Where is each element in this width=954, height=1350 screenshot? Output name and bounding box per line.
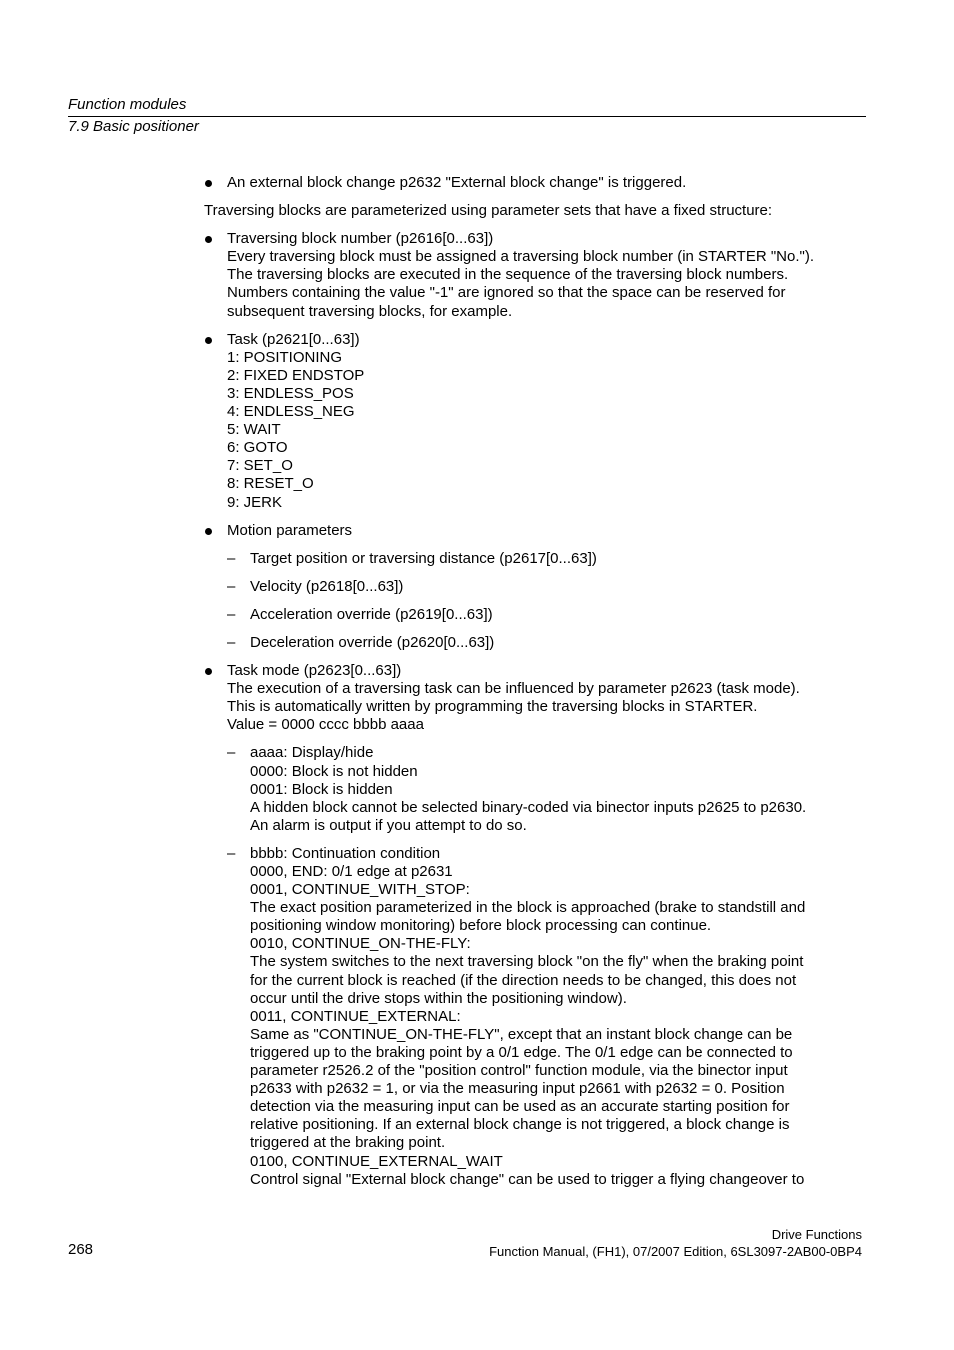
text-line: 9: JERK bbox=[227, 493, 283, 511]
dash-text bbox=[250, 845, 864, 1189]
dash-item-target-position bbox=[204, 550, 864, 568]
page-number: 268 bbox=[68, 1241, 94, 1258]
text-line: 5: WAIT bbox=[227, 421, 281, 439]
dash-item-velocity bbox=[204, 578, 864, 596]
text-line: Task mode (p2623[0...63]) bbox=[227, 662, 402, 680]
text-line: The exact position parameterized in the block is approached (brake to standstill and bbox=[250, 899, 806, 917]
text-line: Motion parameters bbox=[227, 521, 353, 539]
text-line: parameter r2526.2 of the "position control" function module, via the binector input bbox=[250, 1062, 788, 1080]
text-line: Traversing blocks are parameterized using parameter sets that have a fixed structure: bbox=[204, 202, 773, 220]
bullet-dot bbox=[205, 180, 212, 187]
text-line: Task (p2621[0...63]) bbox=[227, 330, 360, 348]
text-line: Same as "CONTINUE_ON-THE-FLY", except that an instant block change can be bbox=[250, 1025, 793, 1043]
text-line: The execution of a traversing task can be influenced by parameter p2623 (task mode). bbox=[227, 680, 800, 698]
dash-text bbox=[250, 744, 864, 834]
text-line: An alarm is output if you attempt to do so. bbox=[250, 816, 527, 834]
bullet-dot bbox=[205, 668, 212, 675]
intro-paragraph bbox=[204, 202, 864, 220]
page-header bbox=[68, 94, 866, 138]
text-line: 2: FIXED ENDSTOP bbox=[227, 366, 365, 384]
text-line: 4: ENDLESS_NEG bbox=[227, 403, 355, 421]
text-line: for the current block is reached (if the direction needs to be changed, this does not bbox=[250, 971, 797, 989]
dash-mark: – bbox=[227, 605, 236, 623]
header-rule bbox=[68, 116, 866, 117]
text-line: 3: ENDLESS_POS bbox=[227, 384, 354, 402]
bullet-motion-parameters bbox=[204, 522, 864, 540]
text-line: 0000, END: 0/1 edge at p2631 bbox=[250, 863, 453, 880]
bullet-external-block-change bbox=[204, 174, 864, 192]
dash-mark: – bbox=[227, 844, 236, 862]
dash-mark: – bbox=[227, 577, 236, 595]
bullet-dot bbox=[205, 337, 212, 344]
text-line: Numbers containing the value "-1" are ignored so that the space can be reserved for bbox=[227, 284, 786, 302]
dash-text bbox=[250, 550, 864, 568]
section-title: 7.9 Basic positioner bbox=[68, 118, 199, 135]
bullet-task bbox=[204, 331, 864, 512]
text-line: The system switches to the next traversing block "on the fly" when the braking point bbox=[250, 953, 804, 971]
bullet-dot bbox=[205, 236, 212, 243]
text-line: Acceleration override (p2619[0...63]) bbox=[250, 605, 493, 623]
dash-text bbox=[250, 606, 864, 624]
dash-mark: – bbox=[227, 744, 236, 762]
bullet-text bbox=[227, 662, 864, 734]
text-line: occur until the drive stops within the positioning window). bbox=[250, 989, 627, 1007]
dash-text bbox=[250, 634, 864, 652]
dash-item-deceleration bbox=[204, 634, 864, 652]
bullet-text bbox=[227, 331, 864, 512]
bullet-text bbox=[227, 522, 864, 540]
text-line: detection via the measuring input can be used as an accurate starting position for bbox=[250, 1098, 790, 1116]
text-line: bbbb: Continuation condition bbox=[250, 844, 441, 862]
page-content bbox=[204, 174, 864, 1199]
text-line: Control signal "External block change" can be used to trigger a flying changeover to bbox=[250, 1170, 805, 1188]
text-line: subsequent traversing blocks, for example. bbox=[227, 302, 513, 320]
text-line: triggered up to the braking point by a 0/1 edge. The 0/1 edge can be connected to bbox=[250, 1043, 793, 1061]
bullet-task-mode bbox=[204, 662, 864, 734]
chapter-title: Function modules bbox=[68, 96, 187, 113]
dash-text bbox=[250, 578, 864, 596]
footer-doc-info: Function Manual, (FH1), 07/2007 Edition, 6SL3097-2AB00-0BP4 bbox=[489, 1244, 862, 1259]
text-line: Velocity (p2618[0...63]) bbox=[250, 577, 404, 595]
bullet-text bbox=[227, 230, 864, 320]
dash-mark: – bbox=[227, 633, 236, 651]
footer-doc-title: Drive Functions bbox=[771, 1227, 862, 1242]
paragraph-text bbox=[204, 202, 864, 220]
dash-item-acceleration bbox=[204, 606, 864, 624]
text-line: An external block change p2632 "External block change" is triggered. bbox=[227, 174, 687, 191]
text-line: 1: POSITIONING bbox=[227, 348, 343, 366]
dash-mark: – bbox=[227, 549, 236, 567]
text-line: 8: RESET_O bbox=[227, 475, 314, 493]
text-line: p2633 with p2632 = 1, or via the measuring input p2661 with p2632 = 0. Position bbox=[250, 1080, 785, 1098]
bullet-dot bbox=[205, 528, 212, 535]
page-footer-info bbox=[489, 1226, 862, 1260]
text-line: A hidden block cannot be selected binary-coded via binector inputs p2625 to p2630. bbox=[250, 798, 807, 816]
text-line: 0011, CONTINUE_EXTERNAL: bbox=[250, 1007, 461, 1025]
text-line: aaaa: Display/hide bbox=[250, 744, 374, 762]
text-line: triggered at the braking point. bbox=[250, 1134, 446, 1152]
text-line: 0001: Block is hidden bbox=[250, 780, 393, 798]
text-line: 6: GOTO bbox=[227, 439, 288, 457]
text-line: positioning window monitoring) before block processing can continue. bbox=[250, 917, 712, 935]
text-line: 0100, CONTINUE_EXTERNAL_WAIT bbox=[250, 1152, 503, 1170]
text-line: 0000: Block is not hidden bbox=[250, 762, 418, 780]
dash-item-display-hide bbox=[204, 744, 864, 834]
text-line: The traversing blocks are executed in the sequence of the traversing block numbers. bbox=[227, 266, 789, 284]
text-line: 0001, CONTINUE_WITH_STOP: bbox=[250, 881, 470, 899]
dash-item-continuation-condition bbox=[204, 845, 864, 1189]
text-line: Deceleration override (p2620[0...63]) bbox=[250, 633, 495, 651]
text-line: Target position or traversing distance (p2617[0...63]) bbox=[250, 549, 597, 567]
text-line: Value = 0000 cccc bbbb aaaa bbox=[227, 716, 424, 734]
bullet-traversing-block-number bbox=[204, 230, 864, 320]
text-line: relative positioning. If an external block change is not triggered, a block change is bbox=[250, 1116, 790, 1134]
text-line: This is automatically written by programming the traversing blocks in STARTER. bbox=[227, 698, 758, 716]
text-line: 7: SET_O bbox=[227, 457, 293, 475]
text-line: Traversing block number (p2616[0...63]) bbox=[227, 230, 494, 248]
bullet-text bbox=[227, 174, 864, 192]
text-line: Every traversing block must be assigned a traversing block number (in STARTER "No."). bbox=[227, 248, 814, 266]
text-line: 0010, CONTINUE_ON-THE-FLY: bbox=[250, 935, 471, 953]
